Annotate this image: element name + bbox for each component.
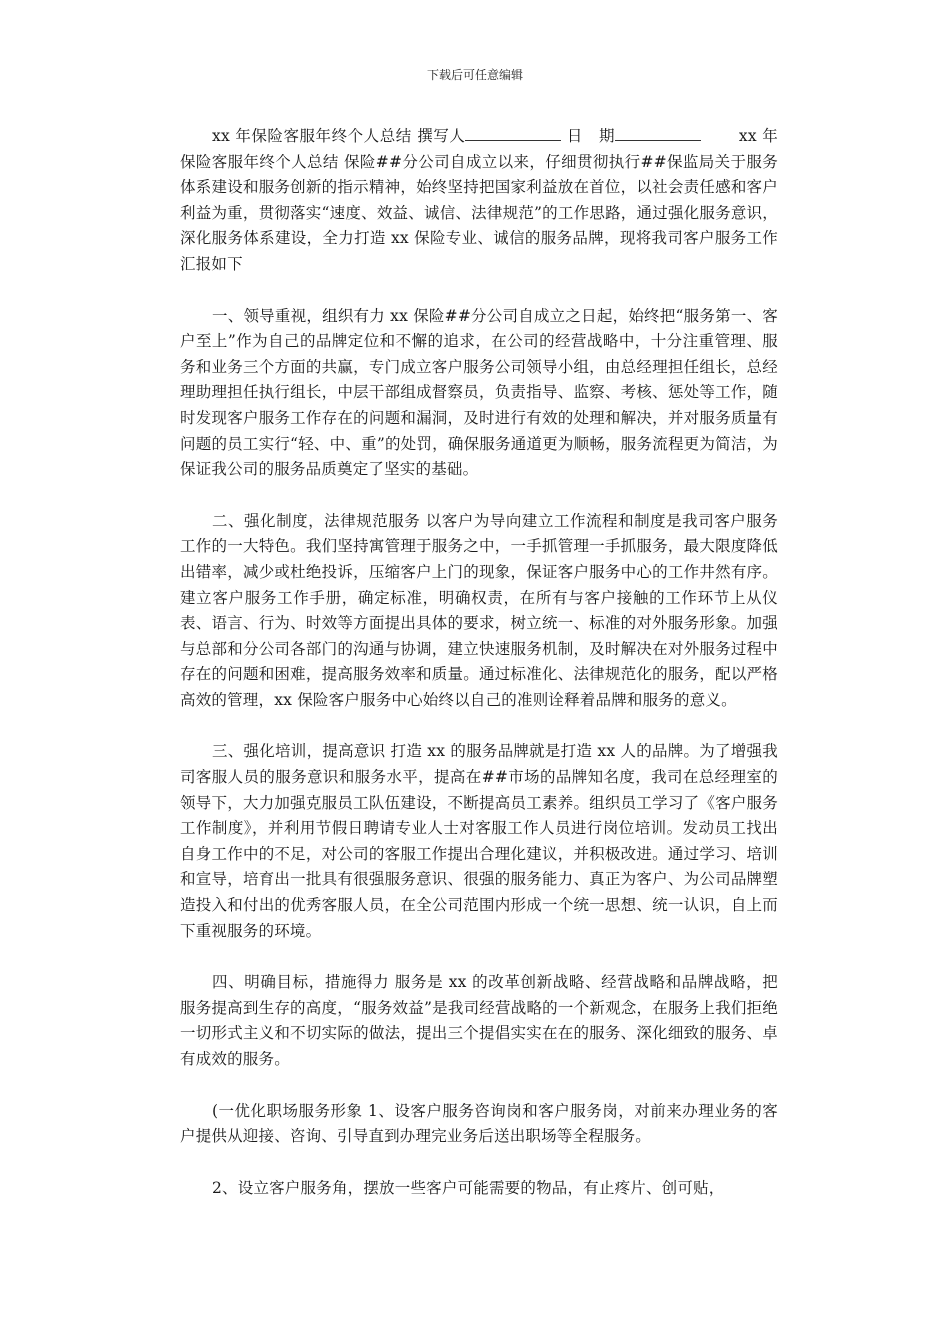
section-paragraph: 一、领导重视，组织有力 xx 保险##分公司自成立之日起，始终把“服务第一、客户至上”作为自己的品牌定位和不懈的追求，在公司的经营战略中，十分注重管理、服务和业务三个方面的共赢，专门成立客户服务公司领导小组，由总经理担任组长，总经理助理担任执行组长，中层干部组成督察员，负责指导、监察、考核、惩处等工作，随时发现客户服务工作存在的问题和漏洞，及时进行有效的处理和解决，并对服务质量有问题的员工实行“轻、中、重”的处罚，确保服务通道更为顺畅，服务流程更为简洁，为保证我公司的服务品质奠定了坚实的基础。	[180, 306, 778, 479]
section-paragraph: 二、强化制度，法律规范服务 以客户为导向建立工作流程和制度是我司客户服务工作的一大特色。我们坚持寓管理于服务之中，一手抓管理一手抓服务，最大限度降低出错率，减少或杜绝投诉，压缩客户上门的现象，保证客户服务中心的工作井然有序。建立客户服务工作手册，确定标准，明确权责，在所有与客户接触的工作环节上从仪表、语言、行为、时效等方面提出具体的要求，树立统一、标准的对外服务形象。加强与总部和分公司各部门的沟通与协调，建立快速服务机制，及时解决在对外服务过程中存在的问题和困难，提高服务效率和质量。通过标准化、法律规范化的服务，配以严格高效的管理，xx 保险客户服务中心始终以自己的准则诠释着品牌和服务的意义。	[180, 511, 778, 709]
page-header: 下载后可任意编辑	[426, 68, 523, 82]
section-paragraph: 四、明确目标，措施得力 服务是 xx 的改革创新战略、经营战略和品牌战略，把服务提高到生存的高度，“服务效益”是我司经营战略的一个新观念，在服务上我们拒绝一切形式主义和不切实际的做法，提出三个提倡实实在在的服务、深化细致的服务、卓有成效的服务。	[180, 973, 778, 1068]
date-label: 日 期	[566, 127, 615, 145]
date-blank	[615, 126, 701, 141]
document-body	[180, 124, 778, 1227]
section-paragraph: (一优化职场服务形象 1、设客户服务咨询岗和客户服务岗，对前来办理业务的客户提供从迎接、咨询、引导直到办理完业务后送出职场等全程服务。	[180, 1101, 778, 1146]
intro-text: xx 年保险客服年终个人总结 保险##分公司自成立以来，仔细贯彻执行##保监局关于服务体系建设和服务创新的指示精神，始终坚持把国家利益放在首位，以社会责任感和客户利益为重，贯彻落实“速度、效益、诚信、法律规范”的工作思路，通过强化服务意识，深化服务体系建设，全力打造 xx 保险专业、诚信的服务品牌，现将我司客户服务工作汇报如下	[180, 127, 778, 273]
author-label: 撰写人	[417, 127, 466, 145]
section-paragraph: 三、强化培训，提高意识 打造 xx 的服务品牌就是打造 xx 人的品牌。为了增强我司客服人员的服务意识和服务水平，提高在##市场的品牌知名度，我司在总经理室的领导下，大力加强克服员工队伍建设，不断提高员工素养。组织员工学习了《客户服务工作制度》，并利用节假日聘请专业人士对客服工作人员进行岗位培训。发动员工找出自身工作中的不足，对公司的客服工作提出合理化建议，并积极改进。通过学习、培训和宣导，培育出一批具有很强服务意识、很强的服务能力、真正为客户、为公司品牌塑造投入和付出的优秀客服人员，在全公司范围内形成一个统一思想、统一认识，自上而下重视服务的环境。	[180, 742, 778, 940]
section-paragraph: 2、设立客户服务角，摆放一些客户可能需要的物品，有止疼片、创可贴，	[212, 1178, 725, 1197]
intro-paragraph	[180, 124, 778, 278]
author-blank	[465, 126, 561, 141]
doc-title: xx 年保险客服年终个人总结	[212, 127, 412, 145]
